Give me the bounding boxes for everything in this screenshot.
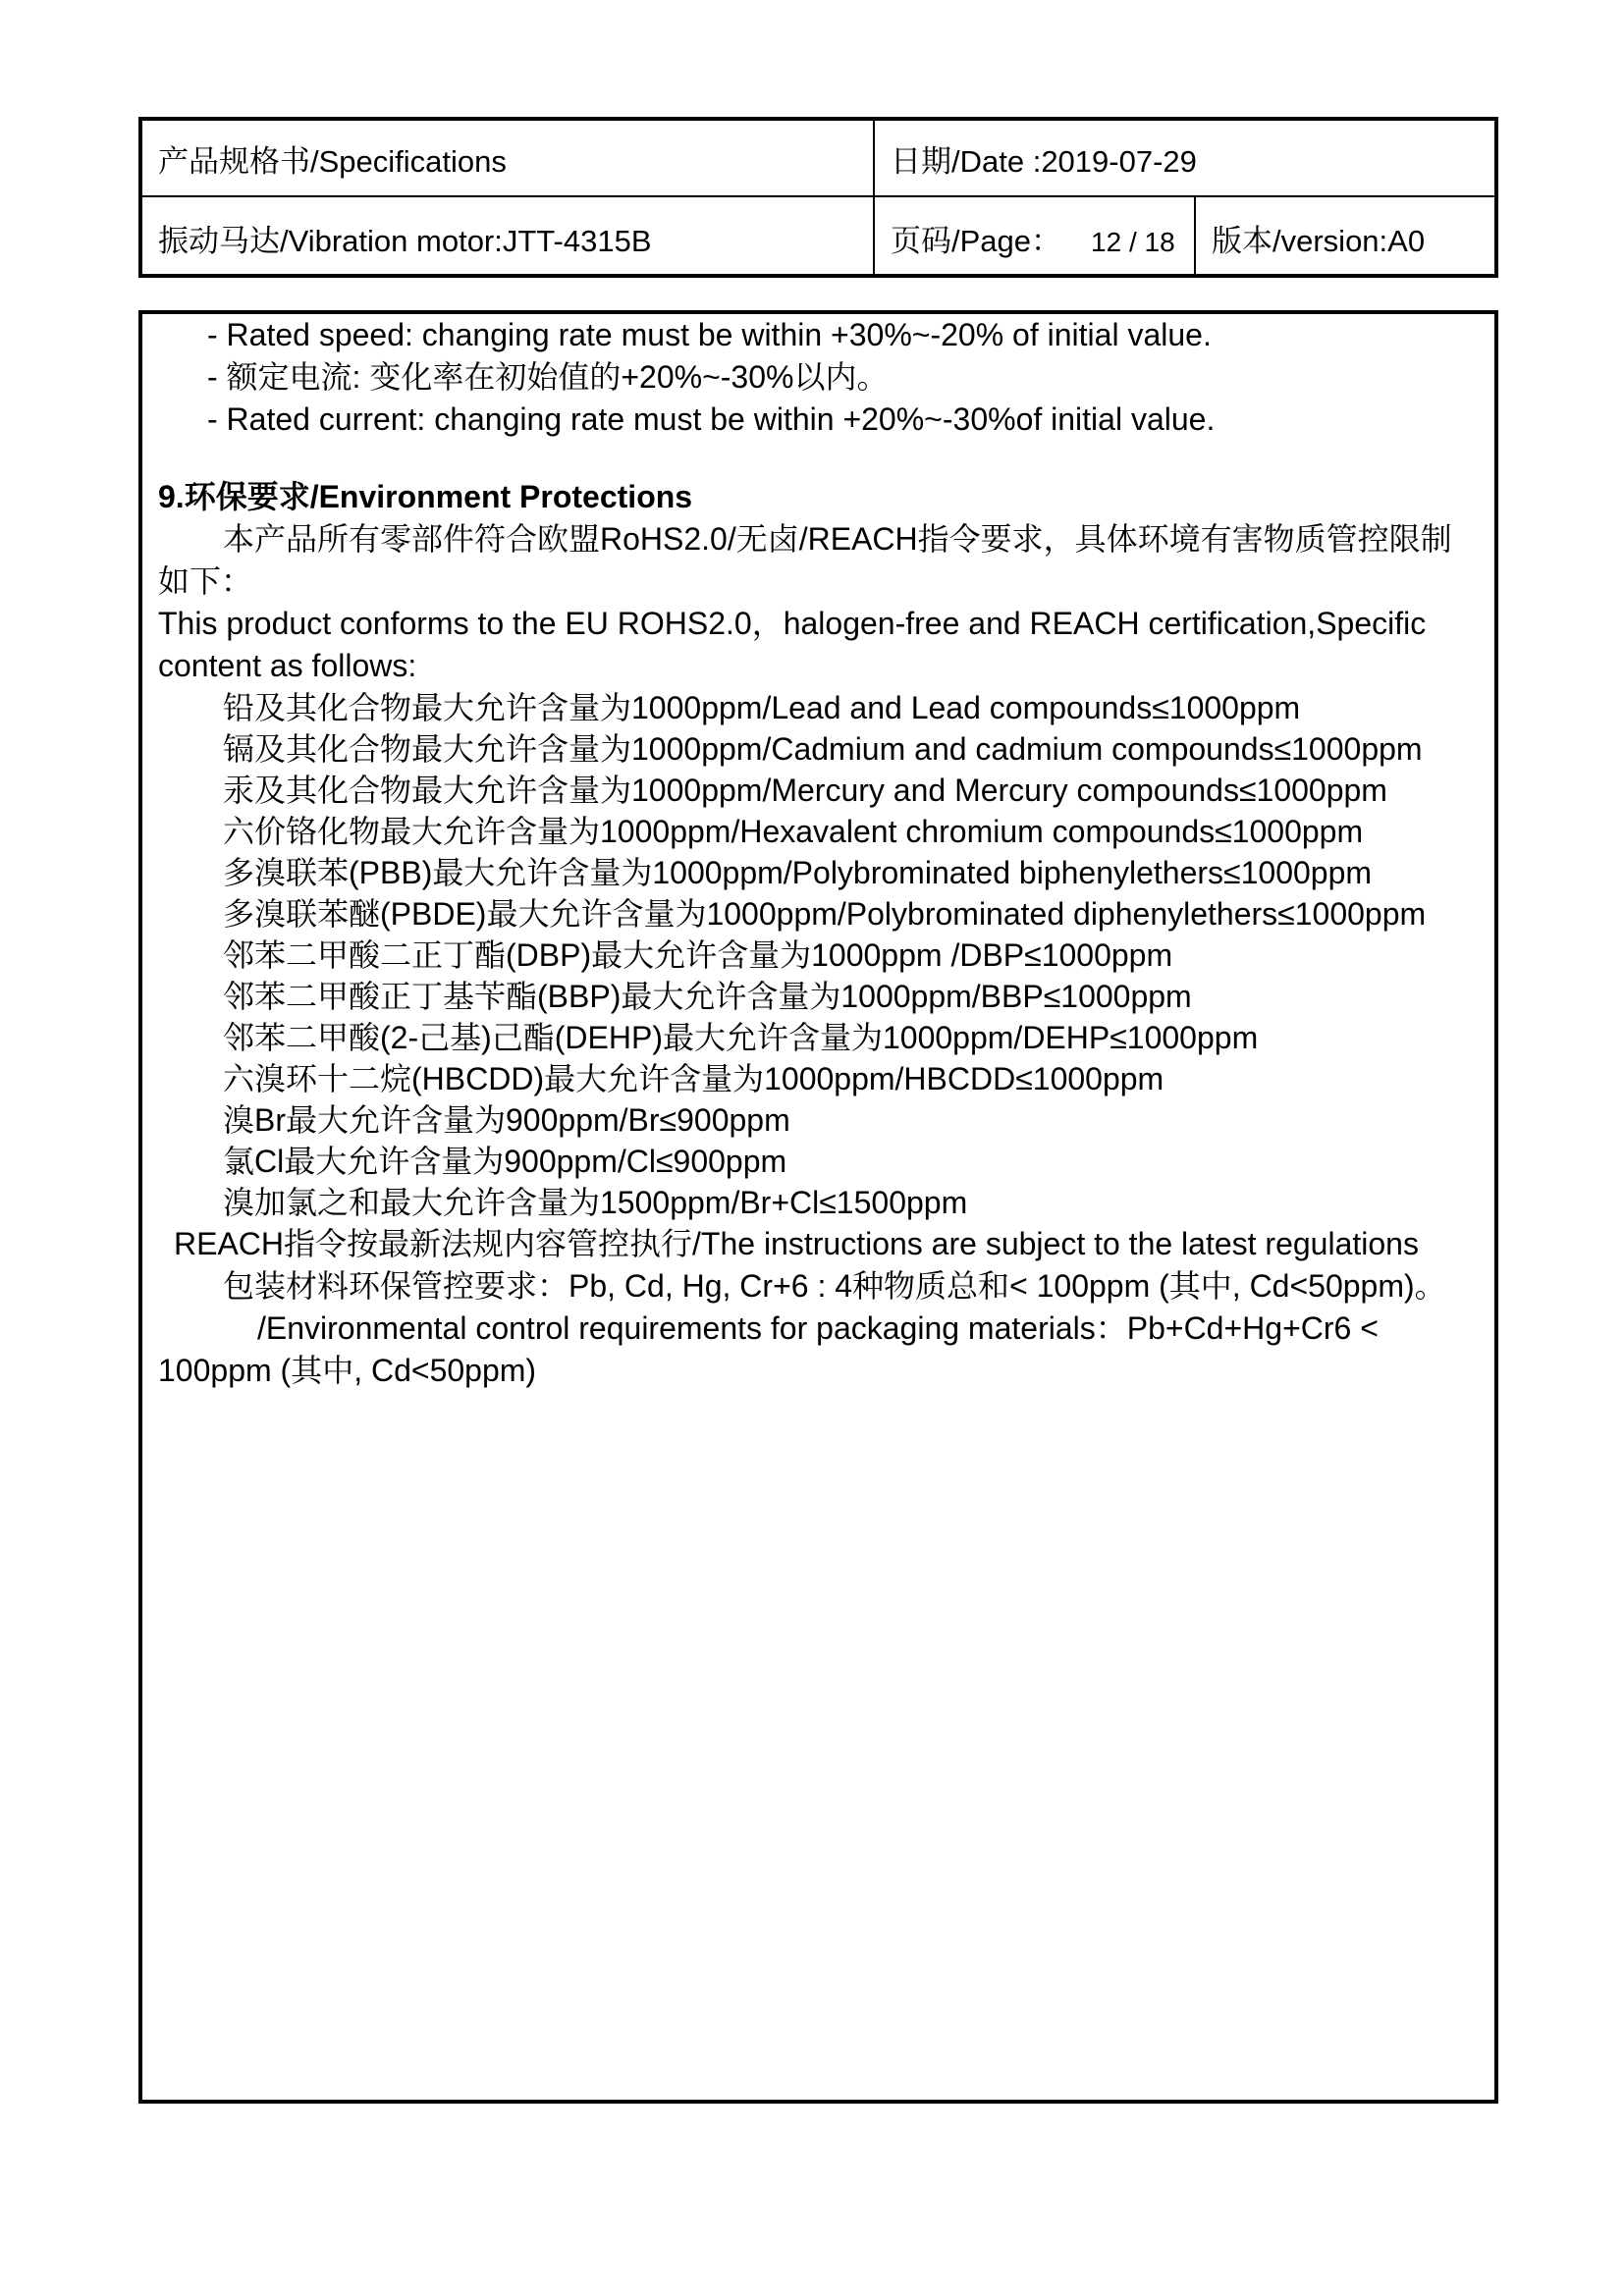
rated-speed-line: - Rated speed: changing rate must be within +30%~-20% of initial value. xyxy=(207,317,1212,352)
header-table xyxy=(138,117,1498,278)
limit-item: 氯Cl最大允许含量为900ppm/Cl≤900ppm xyxy=(223,1144,787,1179)
date-field: 日期/Date :2019-07-29 xyxy=(874,121,1498,196)
limit-item: 铅及其化合物最大允许含量为1000ppm/Lead and Lead compounds≤1000ppm xyxy=(223,690,1301,725)
version-field: 版本/version:A0 xyxy=(1195,196,1498,278)
intro-en: This product conforms to the EU ROHS2.0，halogen-free and REACH certification,Specific content as follows: xyxy=(158,606,1427,683)
limit-item: 溴Br最大允许含量为900ppm/Br≤900ppm xyxy=(223,1102,790,1138)
limit-item: 邻苯二甲酸二正丁酯(DBP)最大允许含量为1000ppm /DBP≤1000ppm xyxy=(223,937,1173,973)
section-heading: 9.环保要求/Environment Protections xyxy=(158,479,693,514)
packaging-en-cont: 100ppm (其中, Cd<50ppm) xyxy=(158,1353,537,1388)
page-label: 页码/Page： xyxy=(891,223,1062,258)
intro-cn-text: 本产品所有零部件符合欧盟RoHS2.0/无卤/REACH指令要求，具体环境有害物质管控限制如下： xyxy=(158,521,1452,599)
spec-title: 产品规格书/Specifications xyxy=(142,121,874,196)
product-name: 振动马达/Vibration motor:JTT-4315B xyxy=(142,196,874,278)
content-box xyxy=(138,310,1498,2104)
limit-item: 多溴联苯(PBB)最大允许含量为1000ppm/Polybrominated biphenylethers≤1000ppm xyxy=(223,855,1373,890)
limit-item: 多溴联苯醚(PBDE)最大允许含量为1000ppm/Polybrominated diphenylethers≤1000ppm xyxy=(223,896,1427,932)
reach-line: REACH指令按最新法规内容管控执行/The instructions are subject to the latest regulations xyxy=(174,1226,1419,1261)
limits-list xyxy=(158,687,1481,1223)
intro-cn xyxy=(158,518,1481,603)
limit-item: 六价铬化物最大允许含量为1000ppm/Hexavalent chromium compounds≤1000ppm xyxy=(223,814,1364,849)
limit-item: 邻苯二甲酸正丁基苄酯(BBP)最大允许含量为1000ppm/BBP≤1000ppm xyxy=(223,979,1192,1014)
limit-item: 邻苯二甲酸(2-己基)己酯(DEHP)最大允许含量为1000ppm/DEHP≤1000ppm xyxy=(223,1020,1259,1055)
page-number: 12 / 18 xyxy=(1091,226,1175,257)
page-field xyxy=(874,196,1195,278)
limit-item: 镉及其化合物最大允许含量为1000ppm/Cadmium and cadmium compounds≤1000ppm xyxy=(223,731,1423,767)
packaging-cn: 包装材料环保管控要求：Pb, Cd, Hg, Cr+6 : 4种物质总和< 100ppm (其中, Cd<50ppm)。 xyxy=(223,1268,1446,1304)
rated-current-cn-line: - 额定电流: 变化率在初始值的+20%~-30%以内。 xyxy=(207,359,889,395)
limit-item: 六溴环十二烷(HBCDD)最大允许含量为1000ppm/HBCDD≤1000ppm xyxy=(223,1061,1164,1096)
limit-item: 汞及其化合物最大允许含量为1000ppm/Mercury and Mercury compounds≤1000ppm xyxy=(223,773,1387,808)
limit-item: 溴加氯之和最大允许含量为1500ppm/Br+Cl≤1500ppm xyxy=(223,1185,968,1220)
rated-current-en-line: - Rated current: changing rate must be within +20%~-30%of initial value. xyxy=(207,401,1216,437)
packaging-en: /Environmental control requirements for packaging materials：Pb+Cd+Hg+Cr6 < xyxy=(257,1310,1379,1346)
